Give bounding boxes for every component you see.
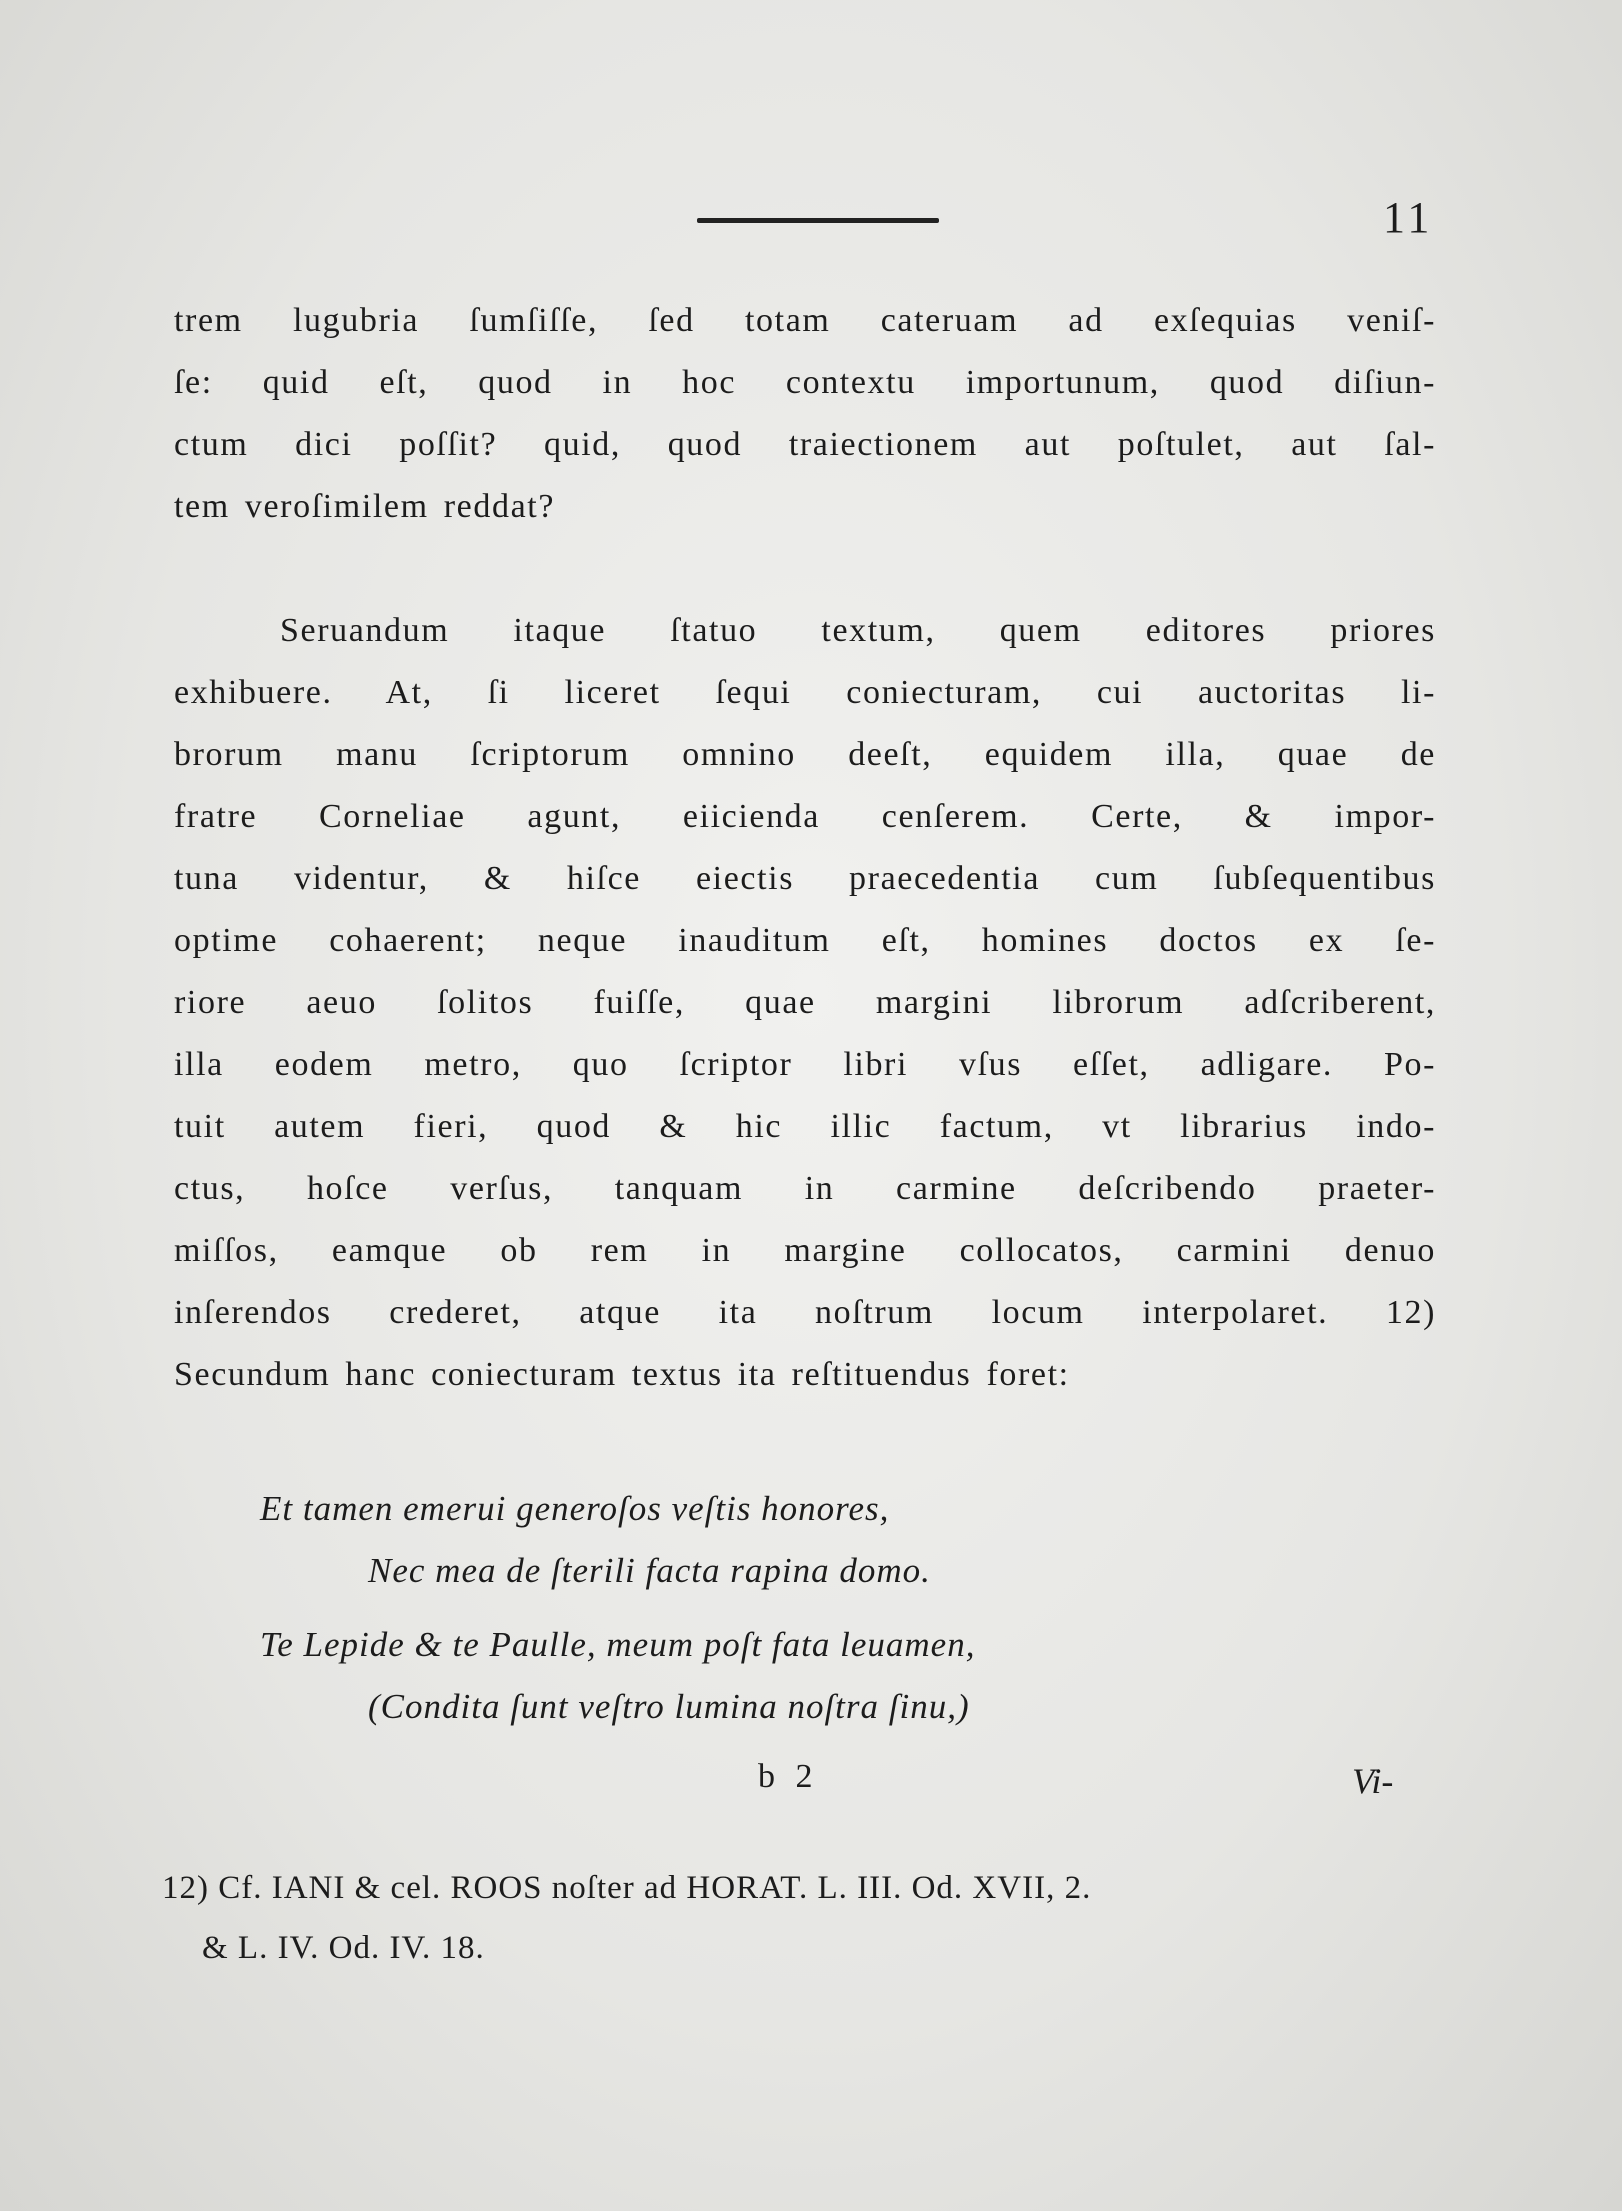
text-line: optime cohaerent; neque inauditum eſt, homines doctos ex ſe-	[174, 922, 1436, 959]
text-line: brorum manu ſcriptorum omnino deeſt, equidem illa, quae de	[174, 736, 1436, 773]
signature-mark: b 2	[758, 1758, 819, 1795]
paragraph-2	[174, 600, 1436, 1406]
footnote-line: & L. IV. Od. IV. 18.	[202, 1930, 485, 1966]
verse-line: Nec mea de ſterili facta rapina domo.	[368, 1551, 931, 1590]
text-line: miſſos, eamque ob rem in margine collocatos, carmini denuo	[174, 1232, 1436, 1269]
verse-line: (Condita ſunt veſtro lumina noſtra ſinu,)	[368, 1687, 970, 1726]
verse-quotation	[260, 1478, 1360, 1738]
text-line: tuna videntur, & hiſce eiectis praecedentia cum ſubſequentibus	[174, 860, 1436, 897]
text-line: illa eodem metro, quo ſcriptor libri vſus eſſet, adligare. Po-	[174, 1046, 1436, 1083]
text-line: Seruandum itaque ſtatuo textum, quem editores priores	[280, 612, 1436, 649]
text-line: inſerendos crederet, atque ita noſtrum locum interpolaret. 12)	[174, 1294, 1436, 1331]
footnote	[162, 1858, 1442, 1978]
text-line: tem veroſimilem reddat?	[174, 488, 556, 525]
header-rule	[697, 218, 939, 223]
text-line: exhibuere. At, ſi liceret ſequi coniecturam, cui auctoritas li-	[174, 674, 1436, 711]
catchword: Vi-	[1352, 1761, 1394, 1801]
verse-line: Et tamen emerui generoſos veſtis honores,	[260, 1489, 890, 1528]
footnote-line: 12) Cf. IANI & cel. ROOS noſter ad HORAT. L. III. Od. XVII, 2.	[162, 1870, 1092, 1906]
text-line: ctum dici poſſit? quid, quod traiectionem aut poſtulet, aut ſal-	[174, 426, 1436, 463]
text-line: trem lugubria ſumſiſſe, ſed totam cateruam ad exſequias veniſ-	[174, 302, 1436, 339]
verse-line: Te Lepide & te Paulle, meum poſt fata leuamen,	[260, 1625, 976, 1664]
text-line: Secundum hanc coniecturam textus ita reſtituendus foret:	[174, 1356, 1070, 1393]
page-number: 11	[1383, 193, 1434, 242]
text-line: riore aeuo ſolitos fuiſſe, quae margini librorum adſcriberent,	[174, 984, 1436, 1021]
text-line: ſe: quid eſt, quod in hoc contextu importunum, quod diſiun-	[174, 364, 1436, 401]
text-line: ctus, hoſce verſus, tanquam in carmine deſcribendo praeter-	[174, 1170, 1436, 1207]
text-line: fratre Corneliae agunt, eiicienda cenſerem. Certe, & impor-	[174, 798, 1436, 835]
paragraph-1	[174, 290, 1436, 538]
text-line: tuit autem fieri, quod & hic illic factum, vt librarius indo-	[174, 1108, 1436, 1145]
